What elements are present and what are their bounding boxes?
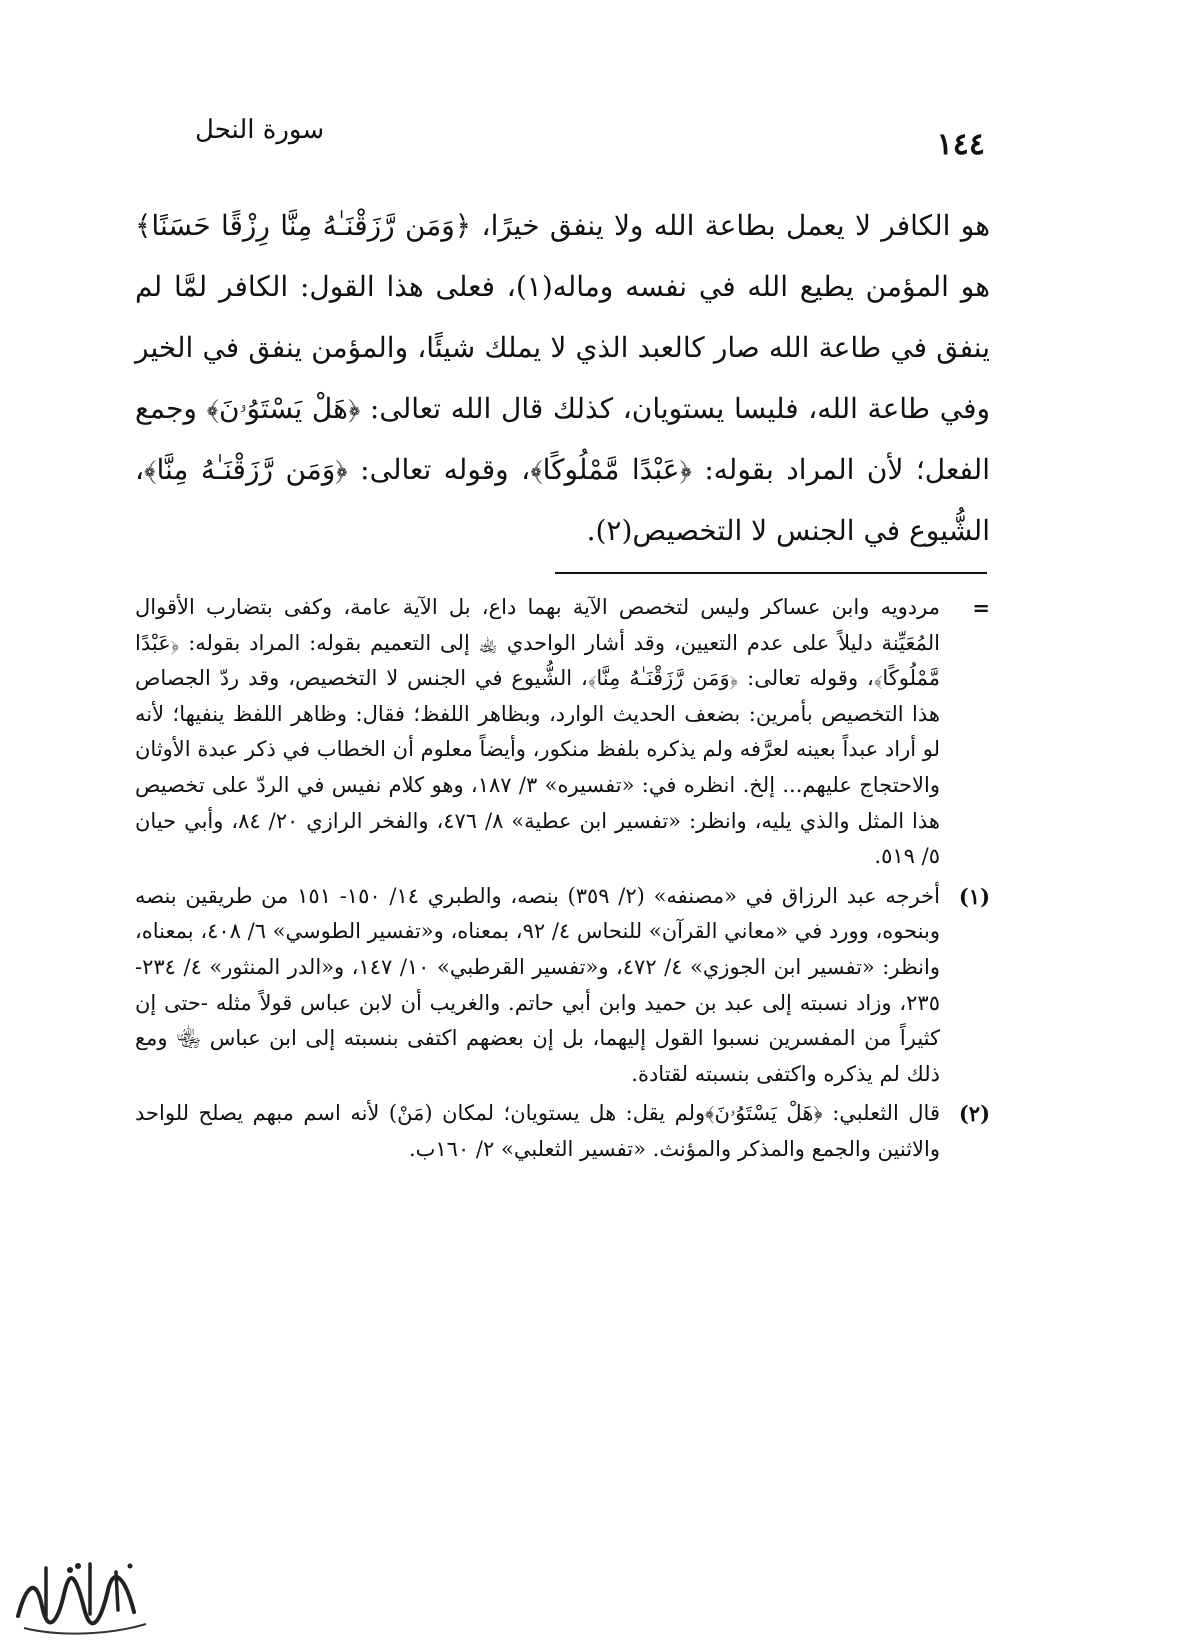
- footnote-text: مردويه وابن عساكر وليس لتخصص الآية بهما داع، بل الآية عامة، وكفى بتضارب الأقوال المُعَيِّنة دليلاً على عدم التعيين، وقد أشار الواحدي ﵀ إلى التعميم بقوله: المراد بقوله: ﴿عَبْدًا مَّمْلُوكًا﴾، وقوله تعالى: ﴿وَمَن رَّزَقْنَـٰهُ مِنَّا﴾، الشُّيوع في الجنس لا التخصيص، وقد ردّ الجصاص هذا التخصيص بأمرين: بضعف الحديث الوارد، وبظاهر اللفظ؛ فقال: وظاهر اللفظ ينفيها؛ لأنه لو أراد عبداً بعينه لعرَّفه ولم يذكره بلفظ منكور، وأيضاً معلوم أن الخطاب في ذكر عبدة الأوثان والاحتجاج عليهم... إلخ. انظره في: «تفسيره» ٣/ ١٨٧، وهو كلام نفيس في الردّ على تخصيص هذا المثل والذي يليه، وانظر: «تفسير ابن عطية» ٨/ ٤٧٦، والفخر الرازي ٢٠/ ٨٤، وأبي حيان ٥/ ٥١٩.: [135, 595, 940, 869]
- footnote-2: [135, 1096, 990, 1167]
- footnotes: [135, 590, 990, 1172]
- surah-title: سورة النحل: [195, 115, 325, 145]
- main-text: [135, 195, 990, 561]
- footnote-1: [135, 879, 990, 1093]
- main-paragraph: هو الكافر لا يعمل بطاعة الله ولا ينفق خيرًا، ﴿وَمَن رَّزَقْنَـٰهُ مِنَّا رِزْقًا حَسَنًا﴾ هو المؤمن يطيع الله في نفسه وماله(١)، فعلى هذا القول: الكافر لمَّا لم ينفق في طاعة الله صار كالعبد الذي لا يملك شيئًا، والمؤمن ينفق في الخير وفي طاعة الله، فليسا يستويان، كذلك قال الله تعالى: ﴿هَلْ يَسْتَوُۥنَ﴾ وجمع الفعل؛ لأن المراد بقوله: ﴿عَبْدًا مَّمْلُوكًا﴾، وقوله تعالى: ﴿وَمَن رَّزَقْنَـٰهُ مِنَّا﴾، الشُّيوع في الجنس لا التخصيص(٢).: [135, 209, 990, 547]
- footnote-text: أخرجه عبد الرزاق في «مصنفه» (٢/ ٣٥٩) بنصه، والطبري ١٤/ ١٥٠- ١٥١ من طريقين بنصه وبنحوه، وورد في «معاني القرآن» للنحاس ٤/ ٩٢، بمعناه، و«تفسير الطوسي» ٦/ ٤٠٨، بمعناه، وانظر: «تفسير ابن الجوزي» ٤/ ٤٧٢، و«تفسير القرطبي» ١٠/ ١٤٧، و«الدر المنثور» ٤/ ٢٣٤- ٢٣٥، وزاد نسبته إلى عبد بن حميد وابن أبي حاتم. والغريب أن لابن عباس قولاً مثله -حتى إن كثيراً من المفسرين نسبوا القول إليهما، بل إن بعضهم اكتفى بنسبته إلى ابن عباس ﵄ ومع ذلك لم يذكره واكتفى بنسبته لقتادة.: [135, 883, 940, 1086]
- footnote-mark: (٢): [958, 1101, 990, 1127]
- page-header: [195, 115, 985, 175]
- footnote-text: قال الثعلبي: ﴿هَلْ يَسْتَوُۥنَ﴾ولم يقل: هل يستويان؛ لمكان (مَنْ) لأنه اسم مبهم يصلح للواحد والاثنين والجمع والمذكر والمؤنث. «تفسير الثعلبي» ٢/ ١٦٠ب.: [135, 1101, 940, 1161]
- footnote-continuation: [135, 590, 990, 875]
- footnote-mark: =: [972, 595, 990, 620]
- calligraphic-seal-icon: [6, 1546, 156, 1641]
- footnote-separator: [555, 572, 987, 574]
- page-number: ١٤٤: [936, 127, 985, 162]
- footnote-mark: (١): [958, 883, 990, 909]
